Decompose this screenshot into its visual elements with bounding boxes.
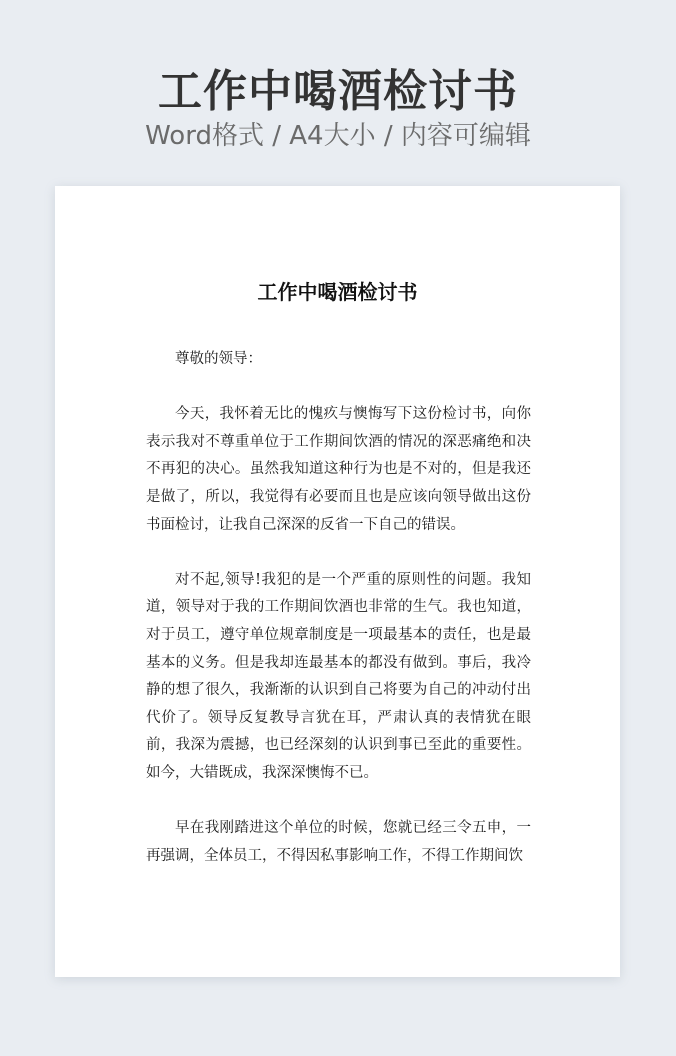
paragraph-3: 早在我刚踏进这个单位的时候，您就已经三令五申，一再强调，全体员工，不得因私事影响工作，不得工作期间饮 xyxy=(146,820,531,864)
banner-title: 工作中喝酒检讨书 xyxy=(158,66,518,117)
document-page xyxy=(55,186,620,977)
banner-subtitle: Word格式 / A4大小 / 内容可编辑 xyxy=(145,121,531,151)
document-body xyxy=(146,346,531,870)
document-title: 工作中喝酒检讨书 xyxy=(257,280,418,304)
paragraph-1: 今天，我怀着无比的愧疚与懊悔写下这份检讨书，向你表示我对不尊重单位于工作期间饮酒的情况的深恶痛绝和决不再犯的决心。虽然我知道这种行为也是不对的，但是我还是做了，所以，我觉得有必要而且也是应该向领导做出这份书面检讨，让我自己深深的反省一下自己的错误。 xyxy=(146,406,531,533)
paragraph-2: 对不起,领导!我犯的是一个严重的原则性的问题。我知道，领导对于我的工作期间饮酒也非常的生气。我也知道，对于员工，遵守单位规章制度是一项最基本的责任，也是最基本的义务。但是我却连最基本的都没有做到。事后，我冷静的想了很久，我渐渐的认识到自己将要为自己的冲动付出代价了。领导反复教导言犹在耳，严肃认真的表情犹在眼前，我深为震撼，也已经深刻的认识到事已至此的重要性。如今，大错既成，我深深懊悔不已。 xyxy=(146,571,531,781)
salutation: 尊敬的领导： xyxy=(175,351,262,367)
